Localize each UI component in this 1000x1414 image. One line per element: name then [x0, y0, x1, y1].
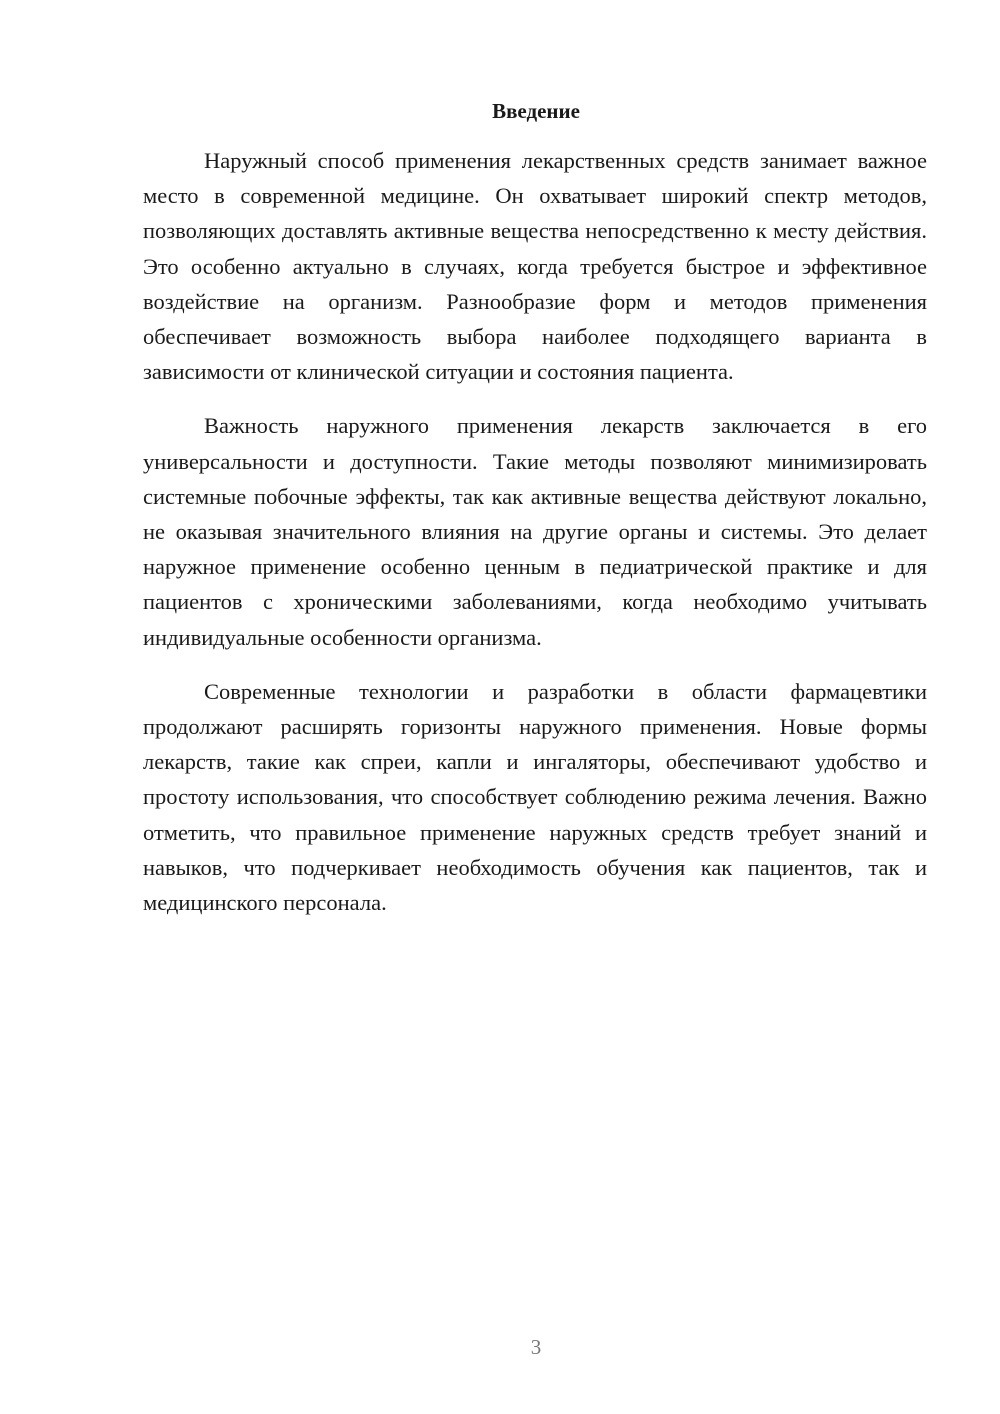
section-title: Введение	[492, 99, 580, 123]
page-number: 3	[530, 1335, 542, 1359]
paragraph-1: Наружный способ применения лекарственных средств занимает важное место в современной медицине. Он охватывает широкий спектр методов, позволяющих доставлять активные вещества непосредственно к месту действия. Это особенно актуально в случаях, когда требуется быстрое и эффективное воздействие на организм. Разнообразие форм и методов применения обеспечивает возможность выбора наиболее подходящего варианта в зависимости от клинической ситуации и состояния пациента.	[143, 148, 927, 385]
paragraph-2: Важность наружного применения лекарств заключается в его универсальности и доступности. Такие методы позволяют минимизировать системные побочные эффекты, так как активные вещества действуют локально, не оказывая значительного влияния на другие органы и системы. Это делает наружное применение особенно ценным в педиатрической практике и для пациентов с хроническими заболеваниями, когда необходимо учитывать индивидуальные особенности организма.	[143, 413, 927, 650]
paragraph-3: Современные технологии и разработки в области фармацевтики продолжают расширять горизонты наружного применения. Новые формы лекарств, такие как спреи, капли и ингаляторы, обеспечивают удобство и простоту использования, что способствует соблюдению режима лечения. Важно отметить, что правильное применение наружных средств требует знаний и навыков, что подчеркивает необходимость обучения как пациентов, так и медицинского персонала.	[143, 678, 927, 916]
body-text	[143, 143, 927, 939]
